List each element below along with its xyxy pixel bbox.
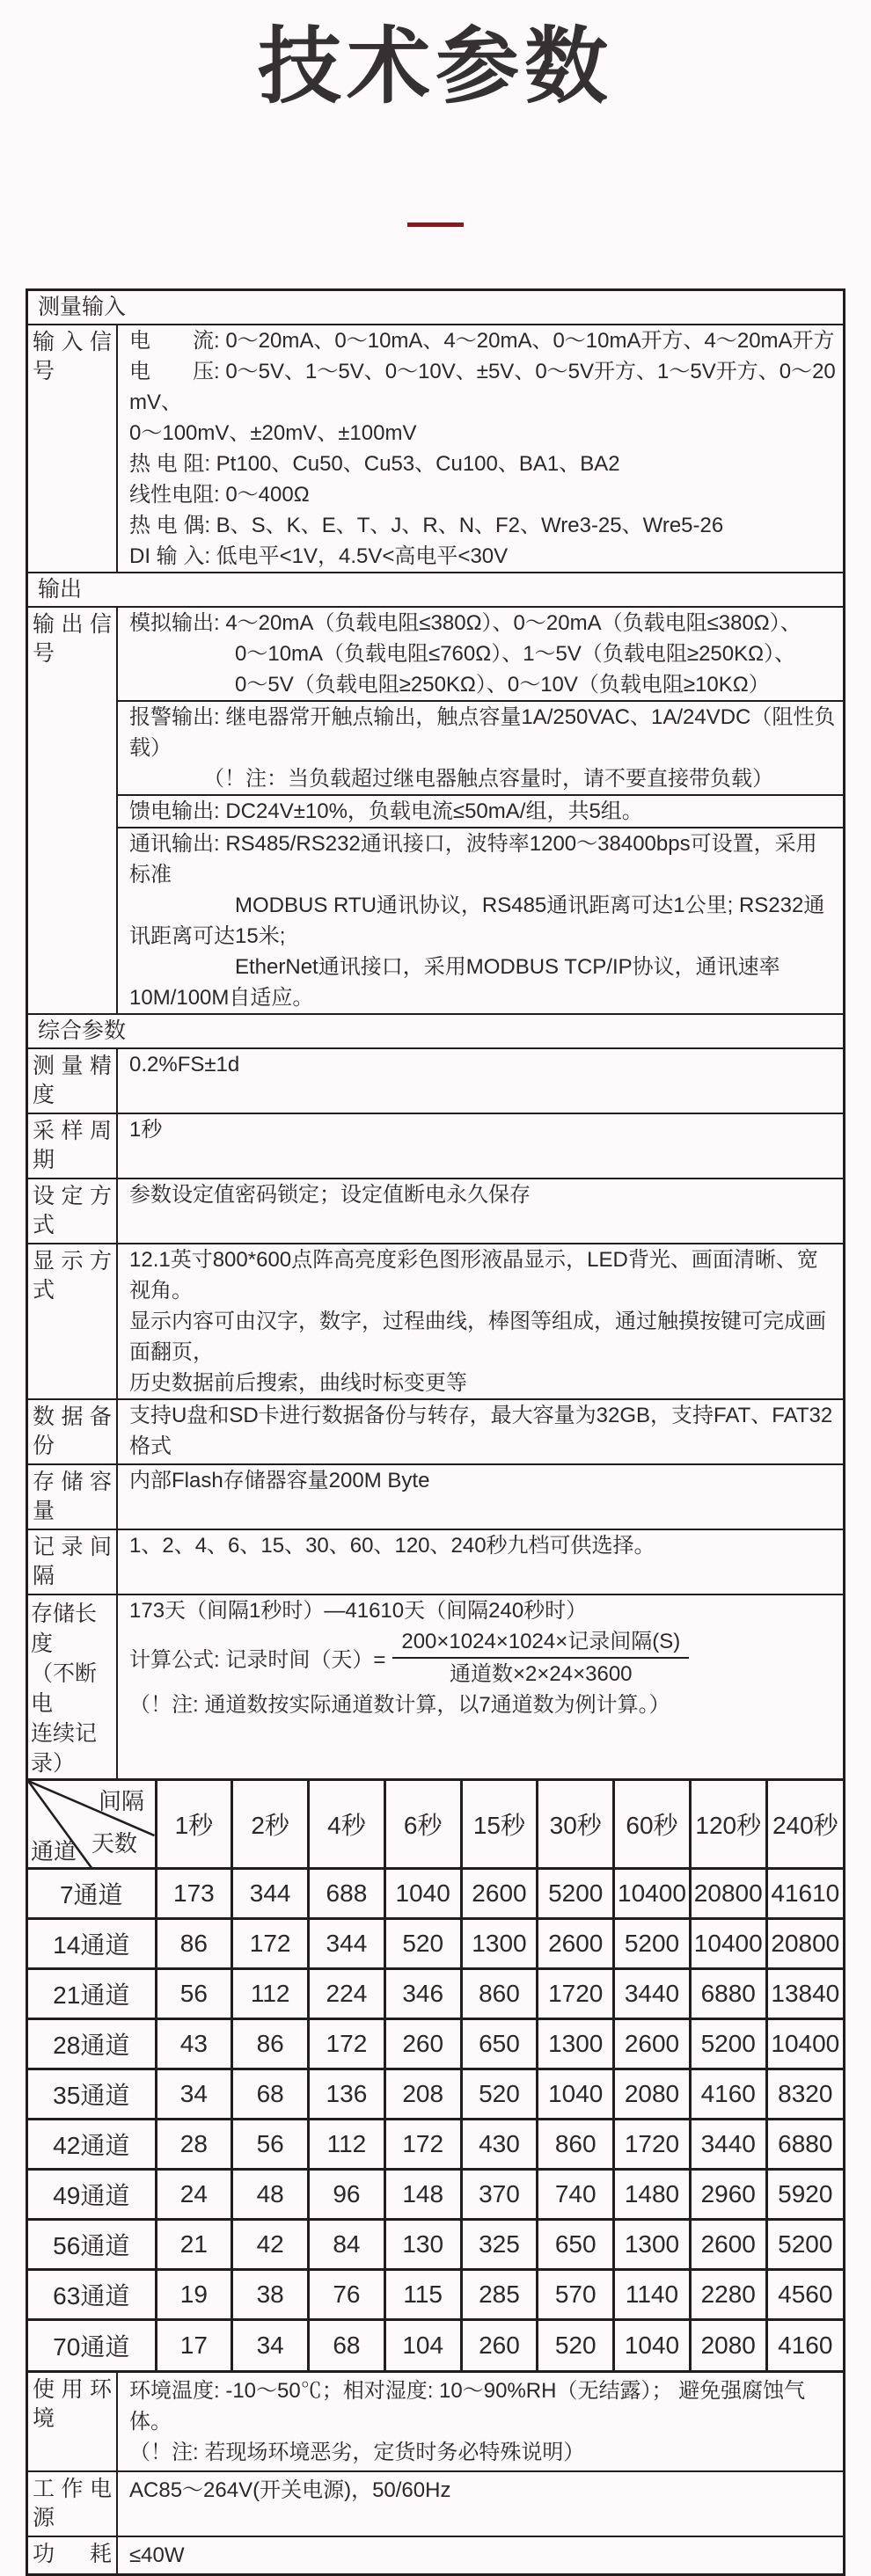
value-cell: 344 (309, 1919, 385, 1969)
value-cell: 520 (384, 1919, 461, 1969)
value-cell: 21 (156, 2220, 232, 2270)
section-label: 测量输入 (38, 294, 127, 319)
value-cell: 172 (309, 2019, 385, 2069)
channel-label-cell: 28通道 (28, 2019, 156, 2069)
value-cell: 20800 (766, 1919, 843, 1969)
spec-line: 电 压: 0～5V、1～5V、0～10V、±5V、0～5V开方、1～5V开方、0～20 mV、 (129, 359, 836, 414)
interval-header-cell: 6秒 (384, 1781, 461, 1869)
value-cell: 1140 (614, 2270, 691, 2320)
spec-row-label: 数据备份 (28, 1400, 118, 1463)
value-cell: 86 (156, 1919, 232, 1969)
interval-header-cell: 120秒 (690, 1781, 766, 1869)
spec-row-display (28, 1243, 843, 1398)
value-cell: 860 (538, 2120, 614, 2170)
value-cell: 5200 (690, 2019, 766, 2069)
formula-numerator: 200×1024×1024×记录间隔(S) (392, 1627, 689, 1659)
spec-line: AC85～264V(开关电源)，50/60Hz (129, 2477, 451, 2502)
channel-row (28, 2120, 843, 2170)
value-cell: 86 (232, 2019, 309, 2069)
value-cell: 38 (232, 2270, 309, 2320)
value-cell: 2600 (614, 2019, 691, 2069)
spec-row-record-interval (28, 1529, 843, 1594)
spec-line: 参数设定值密码锁定；设定值断电永久保存 (129, 1182, 531, 1207)
channel-row (28, 2220, 843, 2270)
channel-row (28, 1969, 843, 2019)
value-cell: 520 (538, 2320, 614, 2370)
interval-header-cell: 2秒 (232, 1781, 309, 1869)
spec-row-label: 设定方式 (28, 1179, 118, 1243)
interval-header-cell: 240秒 (766, 1781, 843, 1869)
value-cell: 173 (156, 1869, 232, 1919)
value-cell: 6880 (766, 2120, 843, 2170)
channel-row (28, 1869, 843, 1919)
value-cell: 43 (156, 2019, 232, 2069)
value-cell: 136 (309, 2069, 385, 2120)
spec-line: 模拟输出: 4～20mA（负载电阻≤380Ω）、0～20mA（负载电阻≤380Ω）、 (129, 610, 801, 635)
value-cell: 172 (384, 2120, 461, 2170)
spec-line: 环境温度: -10～50℃；相对湿度: 10～90%RH（无结露）； 避免强腐蚀气体。 (129, 2378, 806, 2434)
spec-line: 电 流: 0～20mA、0～10mA、4～20mA、0～10mA开方、4～20mA开方 (129, 328, 835, 353)
value-cell: 24 (156, 2170, 232, 2220)
spec-row-label: 显示方式 (28, 1244, 118, 1398)
value-cell: 68 (309, 2320, 385, 2370)
value-cell: 740 (538, 2170, 614, 2220)
spec-row-label: 工作电源 (28, 2472, 118, 2536)
value-cell: 1720 (538, 1969, 614, 2019)
spec-row-input-signal (28, 324, 843, 572)
value-cell: 56 (156, 1969, 232, 2019)
value-cell: 112 (232, 1969, 309, 2019)
value-cell: 10400 (614, 1869, 691, 1919)
value-cell: 96 (309, 2170, 385, 2220)
value-cell: 56 (232, 2120, 309, 2170)
storage-note: （！注: 通道数按实际通道数计算，以7通道数为例计算。） (129, 1692, 670, 1717)
value-cell: 325 (461, 2220, 538, 2270)
spec-row-accuracy (28, 1047, 843, 1113)
section-row-measure-input (28, 291, 843, 324)
channel-row (28, 2069, 843, 2120)
value-cell: 570 (538, 2270, 614, 2320)
corner-label-interval: 间隔 (99, 1787, 145, 1814)
value-cell: 1720 (614, 2120, 691, 2170)
value-cell: 4560 (766, 2270, 843, 2320)
value-cell: 20800 (690, 1869, 766, 1919)
storage-label-line: 连续记录） (31, 1720, 98, 1776)
spec-line: 支持U盘和SD卡进行数据备份与转存，最大容量为32GB，支持FAT、FAT32格式 (129, 1403, 833, 1458)
spec-row-label: 记录间隔 (28, 1530, 118, 1594)
spec-row-sampling (28, 1113, 843, 1178)
value-cell: 10400 (766, 2019, 843, 2069)
spec-row-power (28, 2470, 843, 2536)
value-cell: 1480 (614, 2170, 691, 2220)
formula-fraction (392, 1627, 689, 1689)
channel-label-cell: 56通道 (28, 2220, 156, 2270)
value-cell: 2600 (690, 2220, 766, 2270)
spec-row-capacity (28, 1463, 843, 1529)
value-cell: 2080 (690, 2320, 766, 2370)
value-cell: 34 (232, 2320, 309, 2370)
output-signal-subrows (118, 608, 843, 1013)
channel-row (28, 2270, 843, 2320)
storage-label-line: （不断电 (31, 1660, 98, 1716)
spec-line: 热 电 阻: Pt100、Cu50、Cu53、Cu100、BA1、BA2 (129, 451, 620, 476)
corner-label-channel: 通道 (31, 1838, 77, 1864)
channel-label-cell: 49通道 (28, 2170, 156, 2220)
spec-line: ≤40W (129, 2543, 185, 2567)
spec-line: 1秒 (129, 1117, 163, 1142)
value-cell: 17 (156, 2320, 232, 2370)
channel-label-cell: 14通道 (28, 1919, 156, 1969)
value-cell: 148 (384, 2170, 461, 2220)
storage-range-line: 173天（间隔1秒时）—41610天（间隔240秒时） (129, 1598, 588, 1623)
channel-table-body (28, 1869, 843, 2370)
value-cell: 42 (232, 2220, 309, 2270)
spec-row-environment (28, 2370, 843, 2470)
value-cell: 5200 (766, 2220, 843, 2270)
spec-row-label: 功 耗 (28, 2537, 118, 2573)
value-cell: 2080 (614, 2069, 691, 2120)
value-cell: 1040 (538, 2069, 614, 2120)
value-cell: 1300 (461, 1919, 538, 1969)
value-cell: 48 (232, 2170, 309, 2220)
value-cell: 19 (156, 2270, 232, 2320)
value-cell: 172 (232, 1919, 309, 1969)
storage-formula (129, 1626, 838, 1689)
channel-row (28, 2019, 843, 2069)
corner-label-days: 天数 (91, 1829, 138, 1857)
value-cell: 3440 (614, 1969, 691, 2019)
value-cell: 6880 (690, 1969, 766, 2019)
interval-header-row (28, 1781, 843, 1869)
spec-line: 馈电输出: DC24V±10%，负载电流≤50mA/组，共5组。 (129, 799, 643, 823)
channel-interval-table (28, 1778, 843, 2370)
spec-line: 线性电阻: 0～400Ω (129, 482, 310, 507)
spec-row-label: 使用环境 (28, 2373, 118, 2470)
spec-row-backup (28, 1398, 843, 1463)
spec-line: 显示内容可由汉字，数字，过程曲线，棒图等组成，通过触摸按键可完成画面翻页， (129, 1309, 826, 1364)
spec-line: 1、2、4、6、15、30、60、120、240秒九档可供选择。 (129, 1533, 655, 1558)
spec-table (26, 288, 845, 2576)
spec-line: 热 电 偶: B、S、K、E、T、J、R、N、F2、Wre3-25、Wre5-26 (129, 513, 724, 537)
value-cell: 1300 (614, 2220, 691, 2270)
spec-line: DI 输 入: 低电平<1V，4.5V<高电平<30V (129, 544, 509, 568)
section-label: 输出 (38, 576, 83, 602)
output-subrow-feed (118, 794, 843, 827)
spec-row-storage-length (28, 1594, 843, 1778)
interval-header-cell: 30秒 (538, 1781, 614, 1869)
value-cell: 260 (384, 2019, 461, 2069)
channel-label-cell: 35通道 (28, 2069, 156, 2120)
value-cell: 430 (461, 2120, 538, 2170)
channel-label-cell: 42通道 (28, 2120, 156, 2170)
value-cell: 650 (538, 2220, 614, 2270)
interval-header-cell: 4秒 (309, 1781, 385, 1869)
channel-row (28, 2170, 843, 2220)
value-cell: 5200 (538, 1869, 614, 1919)
value-cell: 13840 (766, 1969, 843, 2019)
channel-label-cell: 63通道 (28, 2270, 156, 2320)
spec-line: 报警输出: 继电器常开触点输出，触点容量1A/250VAC、1A/24VDC（阻性负载） (129, 704, 836, 760)
value-cell: 688 (309, 1869, 385, 1919)
spec-line: （！注：当负载超过继电器触点容量时，请不要直接带负载） (129, 766, 773, 791)
value-cell: 1040 (384, 1869, 461, 1919)
output-subrow-analog (118, 608, 843, 700)
value-cell: 346 (384, 1969, 461, 2019)
interval-header-cell: 60秒 (614, 1781, 691, 1869)
output-subrow-comm (118, 827, 843, 1013)
value-cell: 76 (309, 2270, 385, 2320)
title-accent-rule (407, 223, 464, 227)
value-cell: 860 (461, 1969, 538, 2019)
formula-prefix: 计算公式: 记录时间（天）= (129, 1648, 386, 1672)
value-cell: 3440 (690, 2120, 766, 2170)
value-cell: 112 (309, 2120, 385, 2170)
spec-row-label: 存储容量 (28, 1465, 118, 1529)
spec-row-label: 采样周期 (28, 1114, 118, 1178)
spec-row-setting (28, 1178, 843, 1243)
value-cell: 285 (461, 2270, 538, 2320)
value-cell: 208 (384, 2069, 461, 2120)
value-cell: 650 (461, 2019, 538, 2069)
value-cell: 4160 (766, 2320, 843, 2370)
spec-line: 内部Flash存储器容量200M Byte (129, 1468, 430, 1492)
spec-line: 0.2%FS±1d (129, 1052, 240, 1076)
spec-line: MODBUS RTU通讯协议，RS485通讯距离可达1公里; RS232通讯距离可达15米; (129, 893, 825, 948)
section-row-general (28, 1013, 843, 1047)
spec-line: 0～10mA（负载电阻≤760Ω）、1～5V（负载电阻≥250KΩ）、 (129, 641, 796, 666)
interval-header-cell: 1秒 (156, 1781, 232, 1869)
value-cell: 115 (384, 2270, 461, 2320)
value-cell: 28 (156, 2120, 232, 2170)
value-cell: 68 (232, 2069, 309, 2120)
spec-line: 0～100mV、±20mV、±100mV (129, 420, 417, 445)
value-cell: 1300 (538, 2019, 614, 2069)
value-cell: 104 (384, 2320, 461, 2370)
channel-label-cell: 7通道 (28, 1869, 156, 1919)
value-cell: 34 (156, 2069, 232, 2120)
value-cell: 84 (309, 2220, 385, 2270)
value-cell: 130 (384, 2220, 461, 2270)
output-subrow-alarm (118, 700, 843, 794)
value-cell: 260 (461, 2320, 538, 2370)
spec-line: 历史数据前后搜索，曲线时标变更等 (129, 1370, 467, 1395)
spec-row-label (28, 1595, 118, 1778)
value-cell: 520 (461, 2069, 538, 2120)
value-cell: 224 (309, 1969, 385, 2019)
spec-line: （！注: 若现场环境恶劣，定货时务必特殊说明） (129, 2440, 585, 2464)
section-label: 综合参数 (38, 1018, 127, 1043)
spec-row-label: 输入信号 (28, 325, 118, 572)
value-cell: 2600 (461, 1869, 538, 1919)
formula-denominator: 通道数×2×24×3600 (450, 1661, 633, 1686)
spec-row-value (118, 325, 843, 572)
storage-label-line: 存储长度 (31, 1601, 98, 1656)
channel-label-cell: 70通道 (28, 2320, 156, 2370)
value-cell: 4160 (690, 2069, 766, 2120)
spec-row-label: 输出信号 (28, 608, 118, 1013)
interval-header-cell: 15秒 (461, 1781, 538, 1869)
spec-line: 12.1英寸800*600点阵高亮度彩色图形液晶显示，LED背光、画面清晰、宽视角。 (129, 1247, 818, 1303)
channel-row (28, 2320, 843, 2370)
section-row-output (28, 572, 843, 606)
channel-row (28, 1919, 843, 1969)
value-cell: 344 (232, 1869, 309, 1919)
spec-row-output-signal (28, 606, 843, 1013)
value-cell: 370 (461, 2170, 538, 2220)
page-title: 技术参数 (257, 20, 613, 113)
value-cell: 2600 (538, 1919, 614, 1969)
spec-row-label: 测量精度 (28, 1049, 118, 1113)
value-cell: 1040 (614, 2320, 691, 2370)
spec-line: 通讯输出: RS485/RS232通讯接口，波特率1200～38400bps可设置，采用标准 (129, 831, 817, 887)
value-cell: 8320 (766, 2069, 843, 2120)
value-cell: 41610 (766, 1869, 843, 1919)
corner-cell (28, 1781, 156, 1869)
value-cell: 2960 (690, 2170, 766, 2220)
value-cell: 5200 (614, 1919, 691, 1969)
spec-line: EtherNet通讯接口，采用MODBUS TCP/IP协议，通讯速率10M/100M自适应。 (129, 954, 780, 1010)
value-cell: 10400 (690, 1919, 766, 1969)
value-cell: 5920 (766, 2170, 843, 2220)
channel-label-cell: 21通道 (28, 1969, 156, 2019)
value-cell: 2280 (690, 2270, 766, 2320)
spec-line: 0～5V（负载电阻≥250KΩ）、0～10V（负载电阻≥10KΩ） (129, 672, 770, 697)
spec-row-consumption (28, 2536, 843, 2573)
